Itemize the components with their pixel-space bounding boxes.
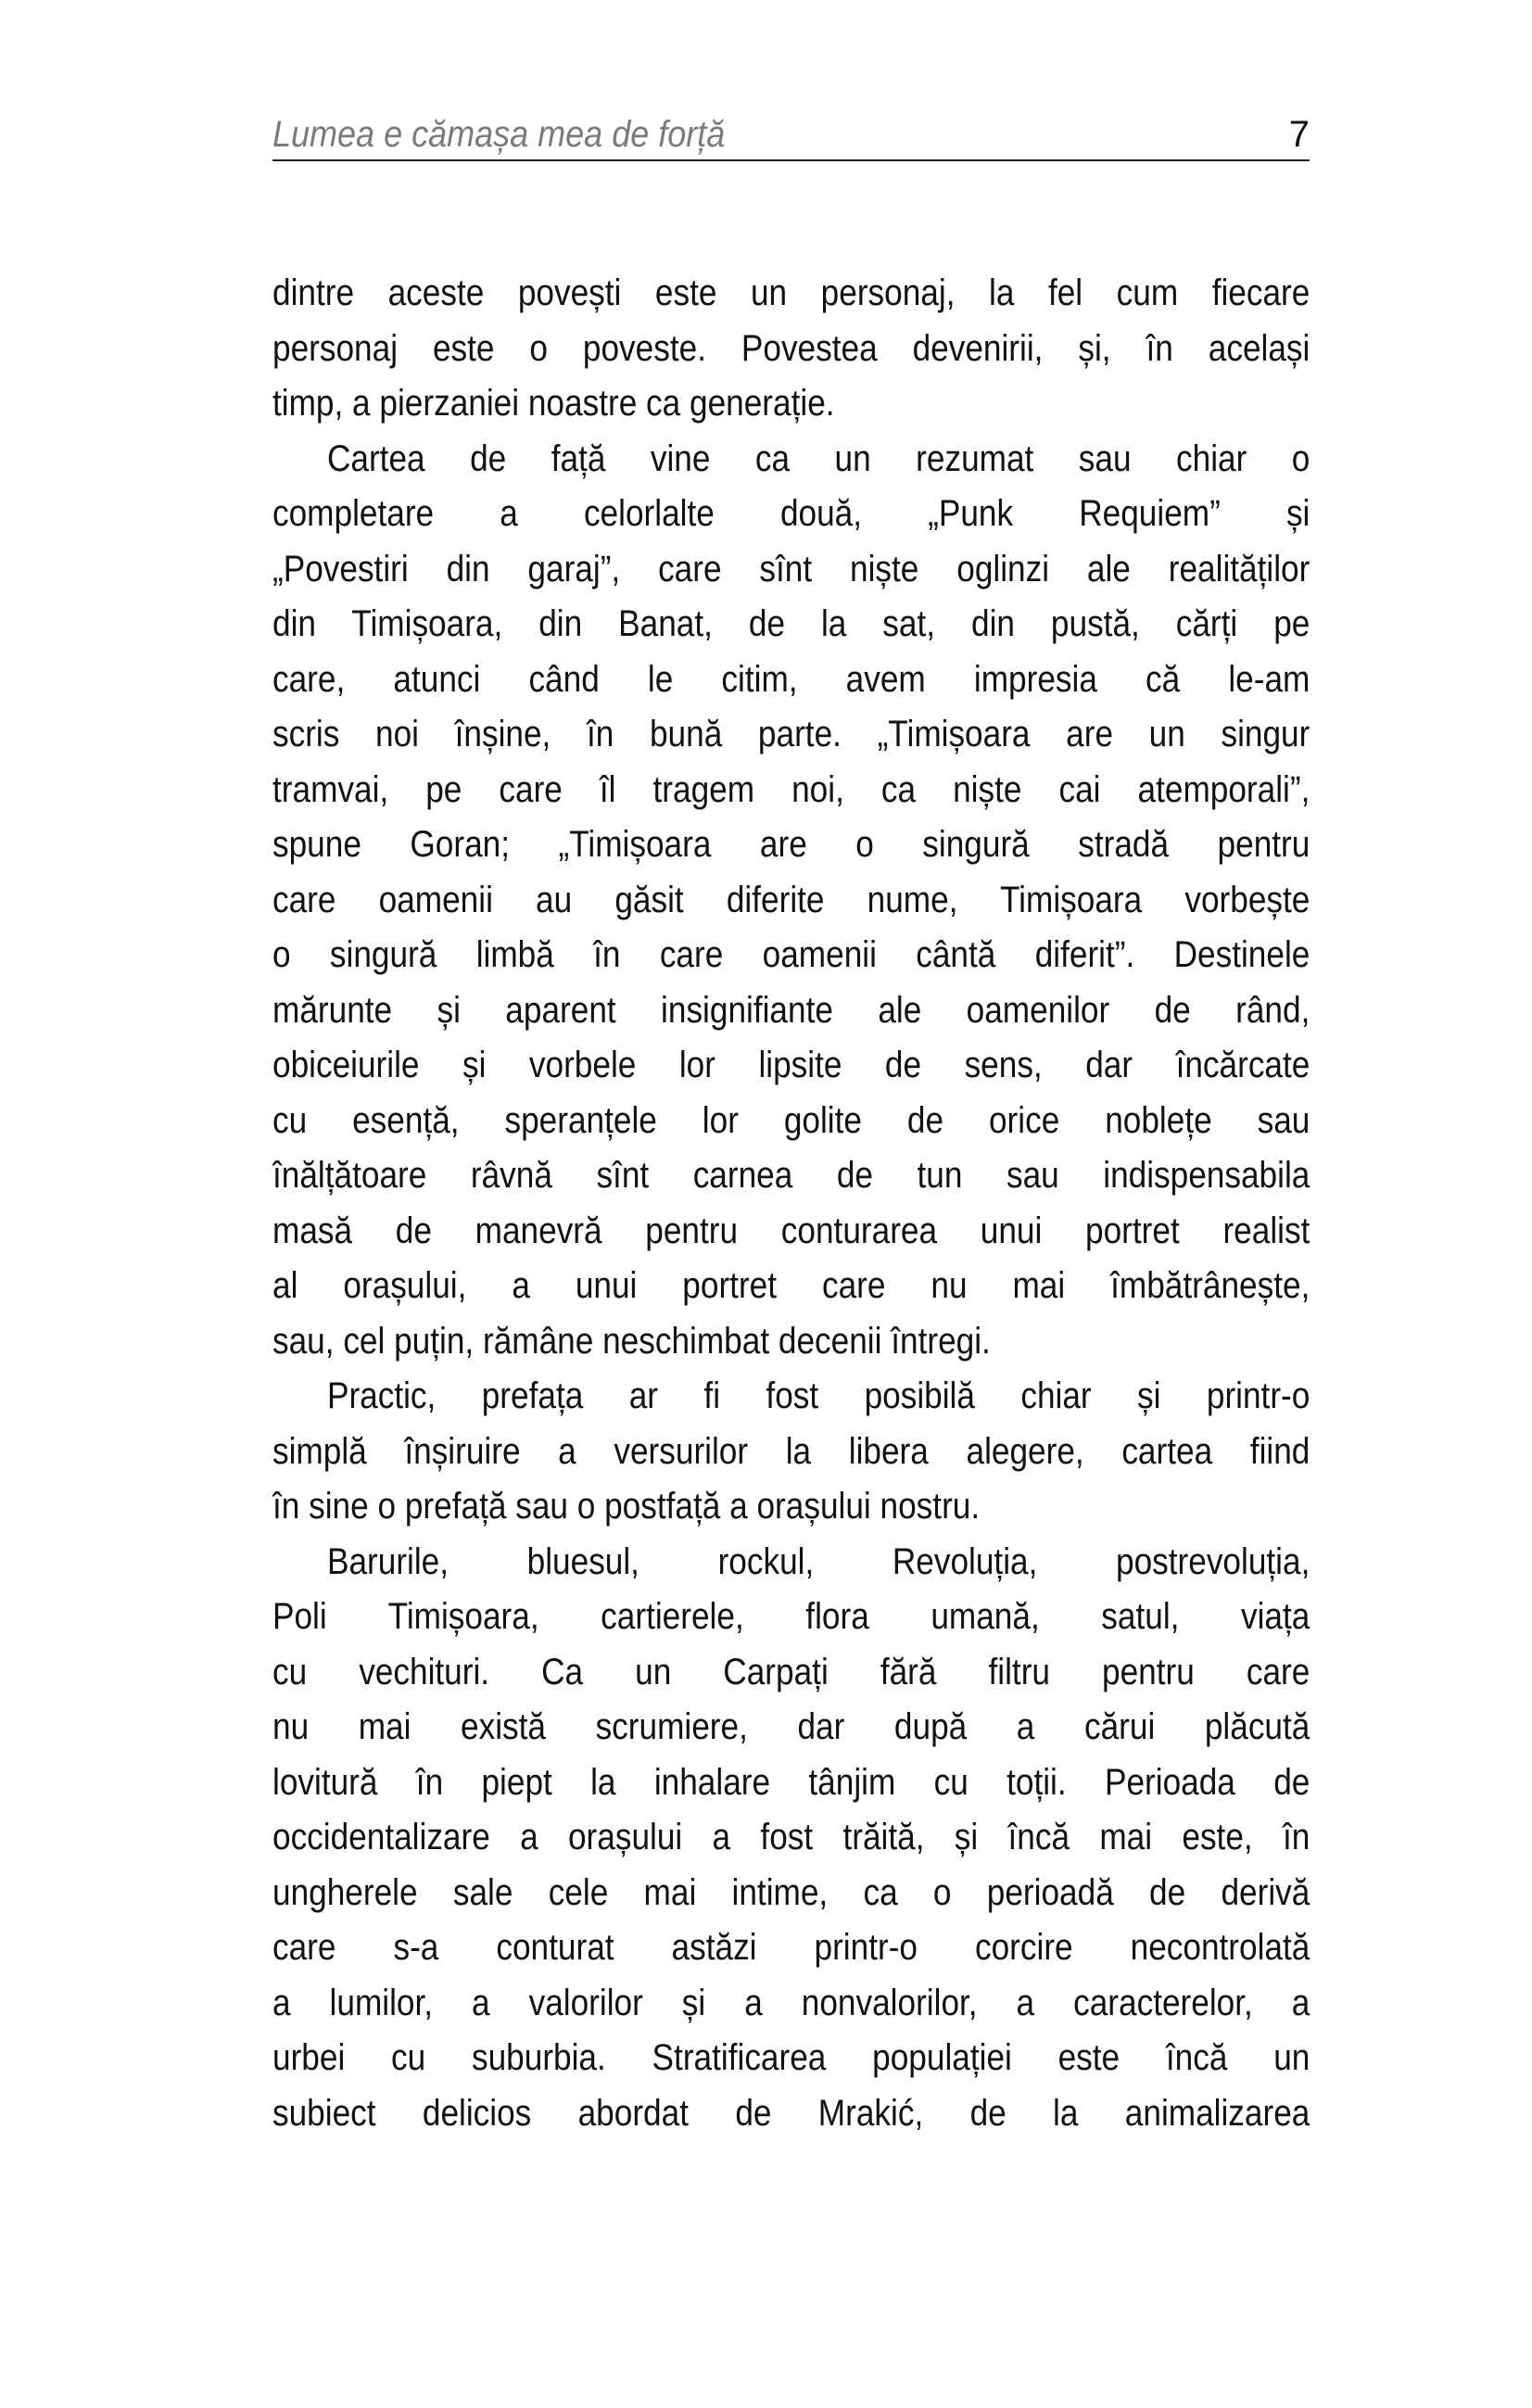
text-line: obiceiurile și vorbele lor lipsite de sens, dar încărcate: [272, 1045, 1310, 1085]
text-line: occidentalizare a orașului a fost trăită, și încă mai este, în: [272, 1817, 1310, 1857]
text-line: scris noi înșine, în bună parte. „Timișoara are un singur: [272, 714, 1310, 754]
text-line: care oamenii au găsit diferite nume, Timișoara vorbește: [272, 879, 1310, 920]
text-line: lovitură în piept la inhalare tânjim cu toții. Perioada de: [272, 1761, 1310, 1803]
text-line: timp, a pierzaniei noastre ca generație.: [272, 383, 835, 424]
text-line: care, atunci când le citim, avem impresia că le-am: [272, 658, 1310, 700]
paragraph: [272, 1369, 1310, 1535]
text-line: mărunte și aparent insignifiante ale oamenilor de rând,: [272, 989, 1310, 1031]
text-line: a lumilor, a valorilor și a nonvalorilor, a caracterelor, a: [272, 1982, 1310, 2023]
paragraph: [272, 1535, 1310, 2142]
text-line: cu vechituri. Ca un Carpați fără filtru pentru care: [272, 1651, 1310, 1692]
text-line: care s-a conturat astăzi printr-o corcire necontrolată: [272, 1927, 1310, 1968]
text-line: nu mai există scrumiere, dar după a cărui plăcută: [272, 1706, 1310, 1747]
text-line: dintre aceste povești este un personaj, la fel cum fiecare: [272, 272, 1310, 313]
text-line: Practic, prefața ar fi fost posibilă chiar și printr-o: [326, 1375, 1310, 1416]
text-line: spune Goran; „Timișoara are o singură stradă pentru: [272, 824, 1310, 865]
text-line: în sine o prefață sau o postfață a orașului nostru.: [272, 1486, 981, 1527]
text-line: Poli Timișoara, cartierele, flora umană, satul, viața: [272, 1596, 1310, 1637]
running-header: [272, 109, 1310, 161]
text-line: Barurile, bluesul, rockul, Revoluția, postrevoluția,: [326, 1540, 1310, 1582]
text-line: sau, cel puțin, rămâne neschimbat decenii întregi.: [272, 1320, 991, 1362]
text-line: al orașului, a unui portret care nu mai îmbătrânește,: [272, 1265, 1310, 1306]
page-number: 7: [1288, 114, 1310, 155]
text-line: masă de manevră pentru conturarea unui portret realist: [272, 1210, 1310, 1251]
text-line: urbei cu suburbia. Stratificarea populației este încă un: [272, 2037, 1310, 2078]
text-line: cu esență, speranțele lor golite de orice noblețe sau: [272, 1099, 1310, 1141]
text-line: tramvai, pe care îl tragem noi, ca niște cai atemporali”,: [272, 768, 1310, 810]
text-line: completare a celorlalte două, „Punk Requiem” și: [272, 493, 1310, 534]
paragraph: [272, 266, 1310, 432]
text-line: simplă înșiruire a versurilor la libera alegere, cartea fiind: [272, 1430, 1310, 1472]
text-line: o singură limbă în care oamenii cântă diferit”. Destinele: [272, 934, 1310, 975]
paragraph: [272, 432, 1310, 1370]
text-line: din Timișoara, din Banat, de la sat, din pustă, cărți pe: [272, 603, 1310, 644]
text-line: Cartea de față vine ca un rezumat sau chiar o: [326, 437, 1310, 479]
body-text: [272, 266, 1310, 2141]
text-line: ungherele sale cele mai intime, ca o perioadă de derivă: [272, 1871, 1310, 1913]
text-line: subiect delicios abordat de Mrakić, de la animalizarea: [272, 2092, 1310, 2134]
text-line: personaj este o poveste. Povestea devenirii, și, în același: [272, 327, 1310, 369]
text-line: „Povestiri din garaj”, care sînt niște oglinzi ale realităților: [272, 548, 1310, 589]
book-title: Lumea e cămașa mea de forță: [272, 114, 726, 155]
text-line: înălțătoare râvnă sînt carnea de tun sau indispensabila: [272, 1155, 1310, 1196]
